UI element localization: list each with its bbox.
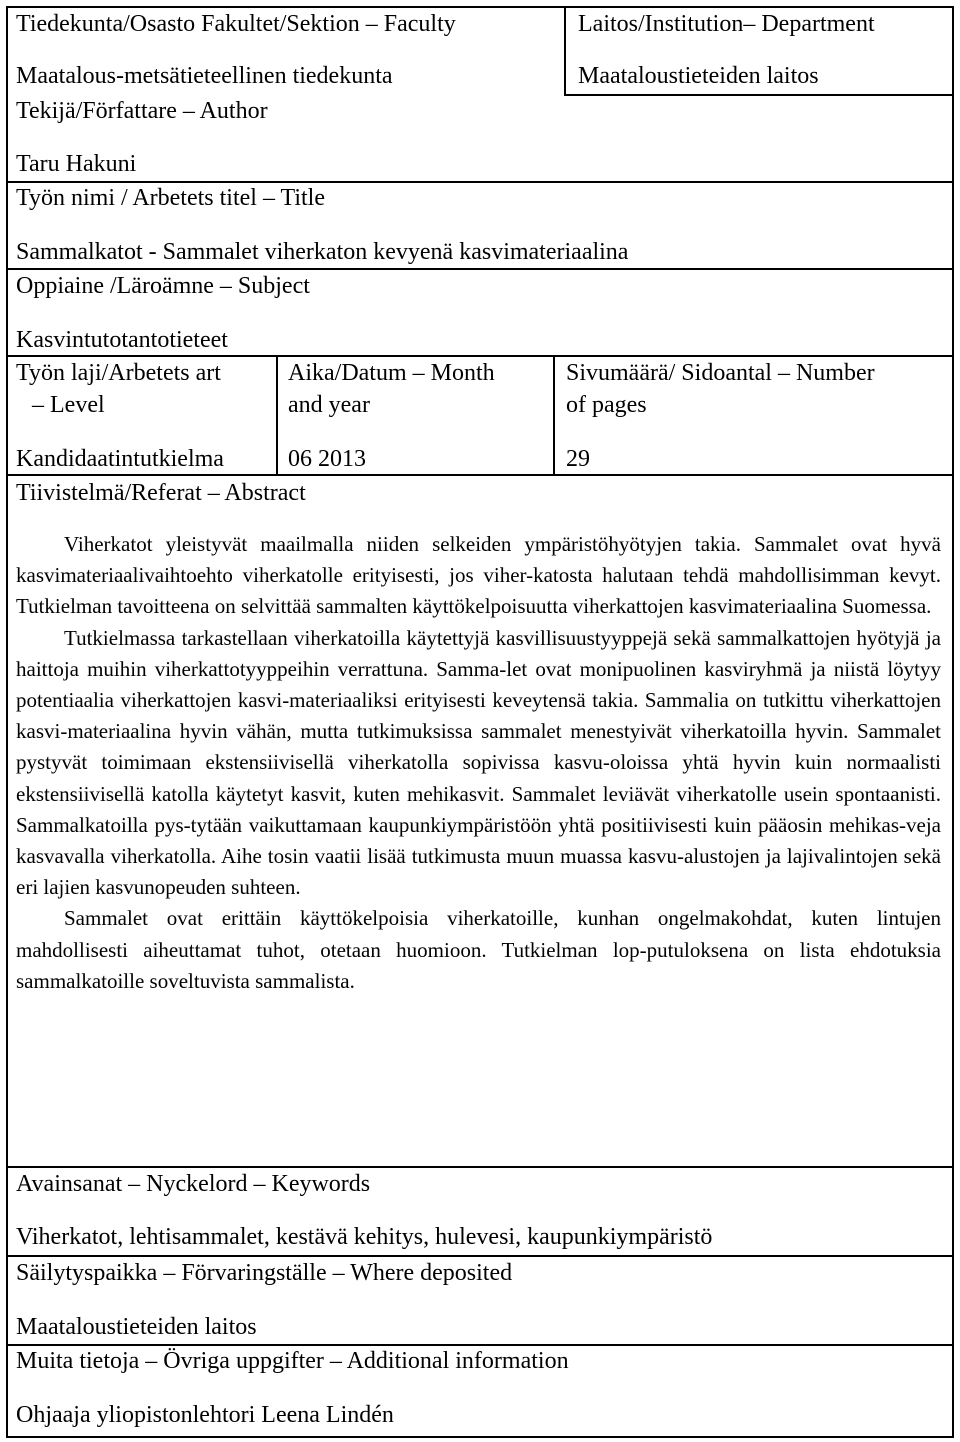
border-bottom (6, 1436, 954, 1438)
subject-label: Oppiaine /Läroämne – Subject (16, 273, 310, 299)
author-value: Taru Hakuni (16, 151, 137, 177)
border-right (952, 6, 954, 1438)
pages-value: 29 (566, 446, 590, 472)
abstract-body (16, 529, 941, 997)
additional-value: Ohjaaja yliopistonlehtori Leena Lindén (16, 1402, 394, 1428)
abstract-paragraph: Sammalet ovat erittäin käyttökelpoisia viherkatoille, kunhan ongelmakohdat, kuten lintujen mahdollisesti aiheuttamat tuhot, otetaan huomioon. Tutkielman lop-putuloksena on lista ehdotuksia sammalkatoille soveltuvista sammalista. (16, 906, 941, 993)
rule-header (564, 94, 954, 96)
additional-label: Muita tietoja – Övriga uppgifter – Additional information (16, 1348, 569, 1374)
date-value: 06 2013 (288, 446, 366, 472)
subject-value: Kasvintutotantotieteet (16, 327, 228, 353)
department-label: Laitos/Institution– Department (578, 11, 875, 37)
faculty-department-divider (564, 6, 566, 96)
deposited-label: Säilytyspaikka – Förvaringställe – Where deposited (16, 1260, 513, 1286)
keywords-label: Avainsanat – Nyckelord – Keywords (16, 1171, 371, 1197)
date-label-line2: and year (288, 392, 370, 418)
faculty-value: Maatalous-metsätieteellinen tiedekunta (16, 63, 393, 89)
pages-label: Sivumäärä/ Sidoantal – Number (566, 360, 875, 386)
author-label: Tekijä/Författare – Author (16, 98, 268, 124)
abstract-label: Tiivistelmä/Referat – Abstract (16, 480, 306, 506)
border-left (6, 6, 8, 1438)
faculty-label: Tiedekunta/Osasto Fakultet/Sektion – Faculty (16, 11, 456, 37)
abstract-paragraph: Tutkielmassa tarkastellaan viherkatoilla käytettyjä kasvillisuustyyppejä sekä sammalkattojen hyötyjä ja haittoja muihin viherkattotyyppeihin verrattuna. Samma-let ovat monipuolinen kasviryhmä ja niistä löytyy potentiaalia viherkattojen kasvi-materiaaliksi erityisesti keveytensä takia. Sammalia on tutkittu viherkattojen kasvi-materiaalina hyvin vähän, mutta tutkimuksissa sammalet menestyivät viherkatoilla hyvin. Sammalet pystyvät toimimaan ekstensiivisellä viherkatolla sopivissa kasvu-oloissa yhtä hyvin kuin normaalisti ekstensiivisellä katolla käytetyt kasvit, kuten mehikasvit. Sammalet leviävät viherkatolle usein spontaanisti. Sammalkatoilla pys-tytään vaikuttamaan kaupunkiympäristöön yhtä positiivisesti kuin pääosin mehikas-veja kasvavalla viherkatolla. Aihe tosin vaatii lisää tutkimusta muun muassa kasvu-alustojen ja lajivalintojen sekä eri lajien kasvunopeuden suhteen. (16, 625, 941, 900)
level-value: Kandidaatintutkielma (16, 446, 224, 472)
keywords-value: Viherkatot, lehtisammalet, kestävä kehitys, hulevesi, kaupunkiympäristö (16, 1224, 713, 1250)
level-label-line2: – Level (32, 392, 105, 418)
date-pages-divider (553, 355, 555, 476)
deposited-value: Maataloustieteiden laitos (16, 1314, 257, 1340)
department-value: Maataloustieteiden laitos (578, 63, 819, 89)
title-label: Työn nimi / Arbetets titel – Title (16, 185, 325, 211)
level-label: Työn laji/Arbetets art (16, 360, 221, 386)
title-value: Sammalkatot - Sammalet viherkaton kevyenä kasvimateriaalina (16, 239, 629, 265)
abstract-paragraph: Viherkatot yleistyvät maailmalla niiden selkeiden ympäristöhyötyjen takia. Sammalet ovat hyvä kasvimateriaalivaihtoehto viherkatolle erityisesti, jos viher-katosta halutaan tehdä mahdollisimman kevyt. Tutkielman tavoitteena on selvittää sammalten käyttökelpoisuutta viherkattojen kasvimateriaalina Suomessa. (16, 532, 941, 619)
level-date-divider (276, 355, 278, 476)
date-label: Aika/Datum – Month (288, 360, 495, 386)
pages-label-line2: of pages (566, 392, 647, 418)
